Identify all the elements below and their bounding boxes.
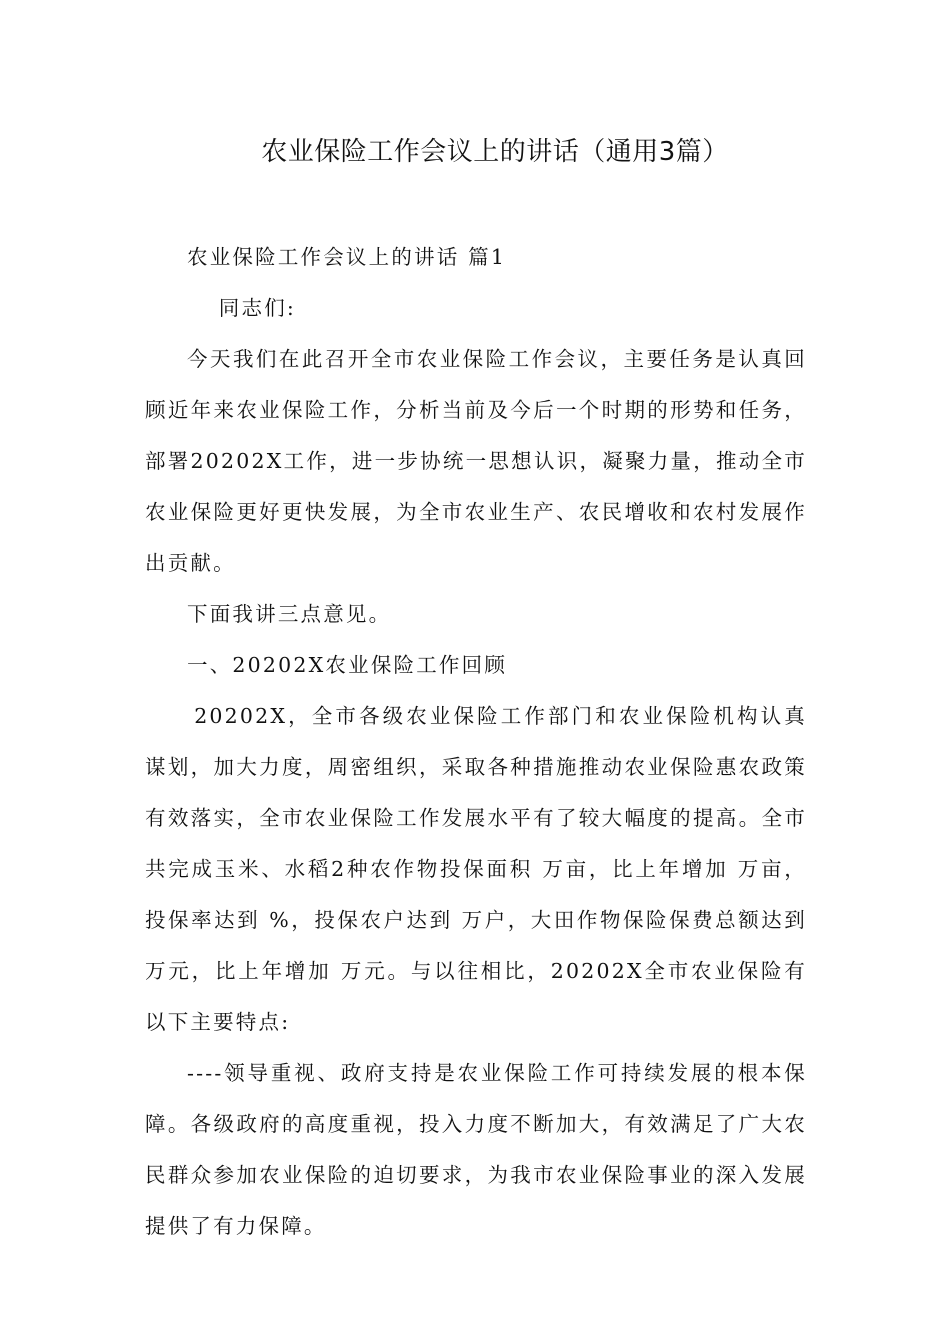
section-heading: 农业保险工作会议上的讲话 篇1 [187,245,507,269]
body-paragraph: 20202X，全市各级农业保险工作部门和农业保险机构认真谋划，加大力度，周密组织，采取各种措施推动农业保险惠农政策有效落实，全市农业保险工作发展水平有了较大幅度的提高。全市共完成玉米、水稻2种农作物投保面积 万亩，比上年增加 万亩，投保率达到 %，投保农户达到 万户，大田作物保险保费总额达到 万元，比上年增加 万元。与以往相比，20202X全市农业保险有以下主要特点: [145,704,807,1034]
document-title: 农业保险工作会议上的讲话（通用3篇） [261,137,729,167]
body-paragraph: ----领导重视、政府支持是农业保险工作可持续发展的根本保障。各级政府的高度重视，投入力度不断加大，有效满足了广大农民群众参加农业保险的迫切要求，为我市农业保险事业的深入发展提供了有力保障。 [145,1061,807,1238]
subsection-heading: 一、20202X农业保险工作回顾 [187,653,508,677]
body-paragraph: 今天我们在此召开全市农业保险工作会议，主要任务是认真回顾近年来农业保险工作，分析当前及今后一个时期的形势和任务，部署20202X工作，进一步协统一思想认识，凝聚力量，推动全市农业保险更好更快发展，为全市农业生产、农民增收和农村发展作出贡献。 [145,347,807,575]
salutation: 同志们: [218,296,297,320]
document-body [145,232,807,1252]
body-paragraph: 下面我讲三点意见。 [187,602,392,626]
